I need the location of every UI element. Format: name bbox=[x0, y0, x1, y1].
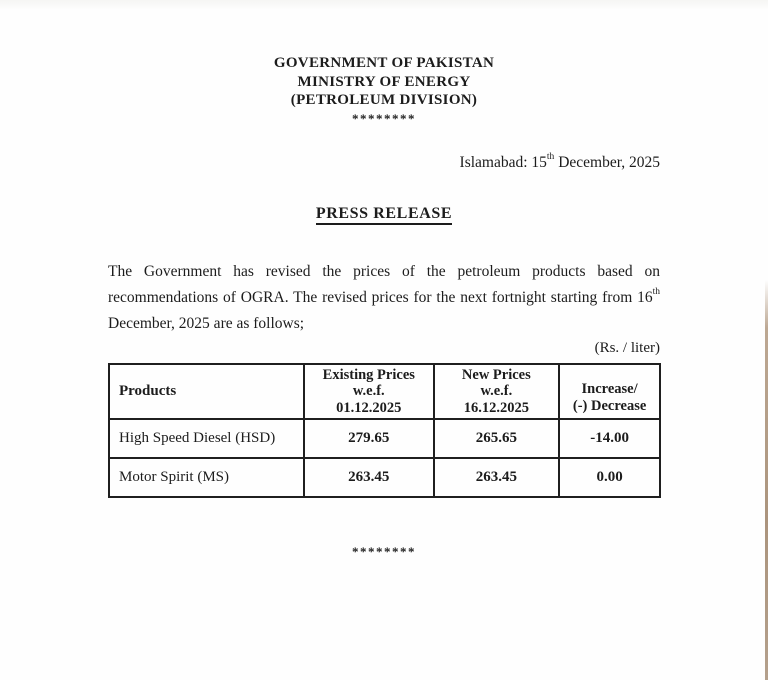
column-header-products: Products bbox=[109, 364, 304, 420]
product-name: Motor Spirit (MS) bbox=[109, 458, 304, 497]
price-table bbox=[108, 363, 661, 499]
existing-price: 279.65 bbox=[304, 419, 433, 458]
press-release-title: PRESS RELEASE bbox=[108, 205, 660, 223]
letterhead-line-government: GOVERNMENT OF PAKISTAN bbox=[273, 55, 495, 71]
document-content bbox=[108, 0, 660, 560]
price-change: 0.00 bbox=[559, 458, 660, 497]
footer-stars: ******** bbox=[352, 544, 416, 559]
body-paragraph bbox=[108, 259, 660, 337]
body-ordinal-superscript: th bbox=[652, 287, 660, 298]
letterhead-stars: ******** bbox=[352, 110, 416, 126]
column-header-new-prices: New Prices w.e.f. 16.12.2025 bbox=[434, 364, 560, 420]
body-text-after: December, 2025 are as follows; bbox=[108, 314, 305, 332]
body-text-before: The Government has revised the prices of the petroleum products based on recommendations of OGRA. The revised prices for the next fortnight starting from 16 bbox=[108, 262, 660, 306]
dateline-suffix: December, 2025 bbox=[554, 153, 660, 171]
table-header-row bbox=[109, 364, 660, 420]
price-change: -14.00 bbox=[559, 419, 660, 458]
dateline bbox=[108, 154, 660, 172]
unit-note: (Rs. / liter) bbox=[594, 339, 660, 356]
dateline-prefix: Islamabad: 15 bbox=[459, 153, 547, 171]
new-price: 263.45 bbox=[434, 458, 560, 497]
table-row-hsd bbox=[109, 419, 660, 458]
letterhead bbox=[108, 0, 660, 110]
column-header-increase-decrease: Increase/ (-) Decrease bbox=[559, 364, 660, 420]
letterhead-line-division: (PETROLEUM DIVISION) bbox=[290, 92, 478, 108]
column-header-existing-prices: Existing Prices w.e.f. 01.12.2025 bbox=[304, 364, 433, 420]
product-name: High Speed Diesel (HSD) bbox=[109, 419, 304, 458]
existing-price: 263.45 bbox=[304, 458, 433, 497]
table-row-ms bbox=[109, 458, 660, 497]
dateline-ordinal-superscript: th bbox=[546, 152, 555, 163]
new-price: 265.65 bbox=[434, 419, 560, 458]
letterhead-line-ministry: MINISTRY OF ENERGY bbox=[297, 73, 471, 90]
